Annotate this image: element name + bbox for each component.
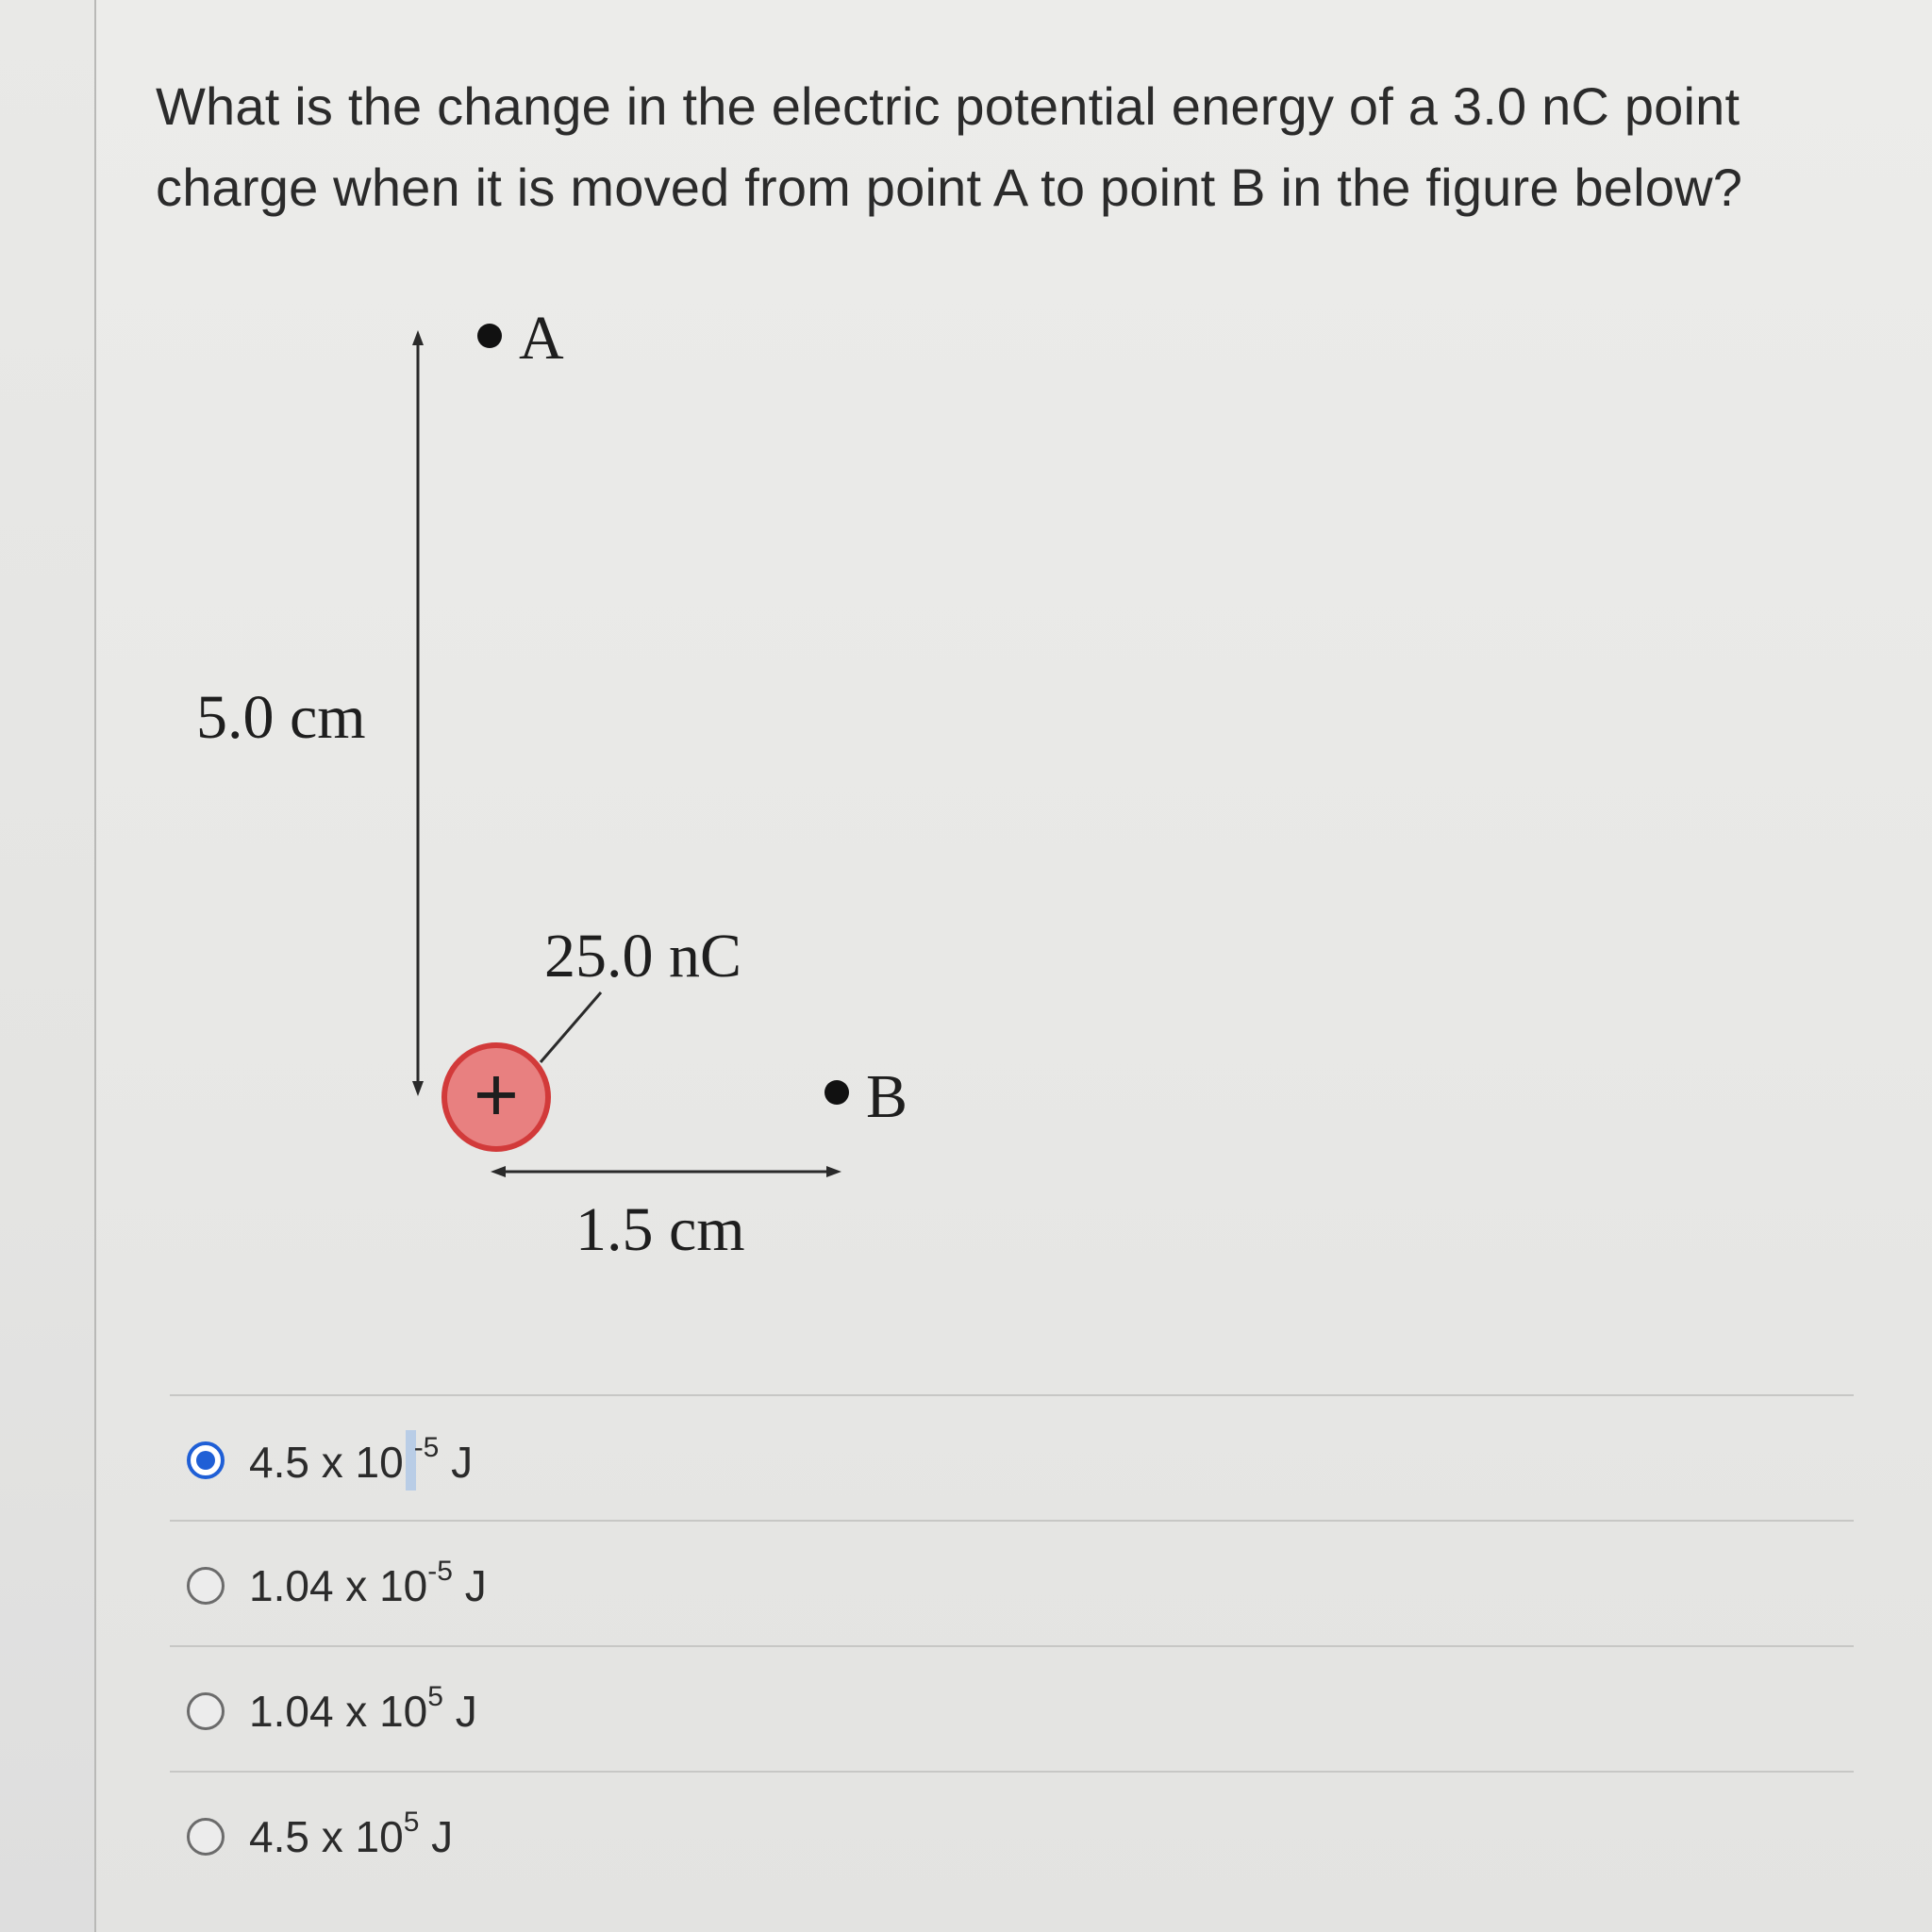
point-b-dot — [824, 1080, 849, 1105]
question-line-1: What is the change in the electric potential energy of a 3.0 nC point — [156, 76, 1740, 136]
options-divider — [170, 1394, 1854, 1396]
charge-label: 25.0 nC — [544, 922, 742, 991]
vertical-arrowhead-top — [412, 330, 424, 345]
options-divider — [170, 1520, 1854, 1522]
question-line-2: charge when it is moved from point A to point B in the figure below? — [156, 158, 1743, 217]
options-divider — [170, 1645, 1854, 1647]
charge-diagram — [170, 283, 1019, 1321]
question-text — [156, 66, 1816, 228]
horizontal-distance-label: 1.5 cm — [575, 1195, 745, 1264]
charge-leader-line — [541, 992, 601, 1062]
answer-option-text: 4.5 x $10^5$ J — [249, 1806, 454, 1861]
answer-option-2[interactable] — [187, 1548, 487, 1624]
charge-sign: + — [474, 1052, 519, 1138]
radio-button-selected[interactable] — [187, 1441, 225, 1479]
horizontal-arrowhead-left — [491, 1166, 506, 1177]
point-a-label: A — [519, 304, 564, 373]
answer-option-text: 1.04 x $10^{-5}$ J — [249, 1555, 487, 1610]
point-b-label: B — [866, 1062, 908, 1131]
point-a-dot — [477, 324, 502, 348]
answer-option-4[interactable] — [187, 1799, 453, 1874]
answer-option-1[interactable] — [187, 1423, 473, 1498]
answer-option-text: 1.04 x $10^5$ J — [249, 1680, 477, 1736]
radio-button[interactable] — [187, 1692, 225, 1730]
answer-option-3[interactable] — [187, 1674, 477, 1749]
vertical-distance-label: 5.0 cm — [196, 683, 366, 752]
radio-button[interactable] — [187, 1567, 225, 1605]
answer-option-text: 4.5 x 10 $^{-5}$ J — [249, 1430, 473, 1491]
horizontal-arrowhead-right — [826, 1166, 841, 1177]
radio-button[interactable] — [187, 1818, 225, 1856]
options-divider — [170, 1771, 1854, 1773]
vertical-arrowhead-bottom — [412, 1081, 424, 1096]
